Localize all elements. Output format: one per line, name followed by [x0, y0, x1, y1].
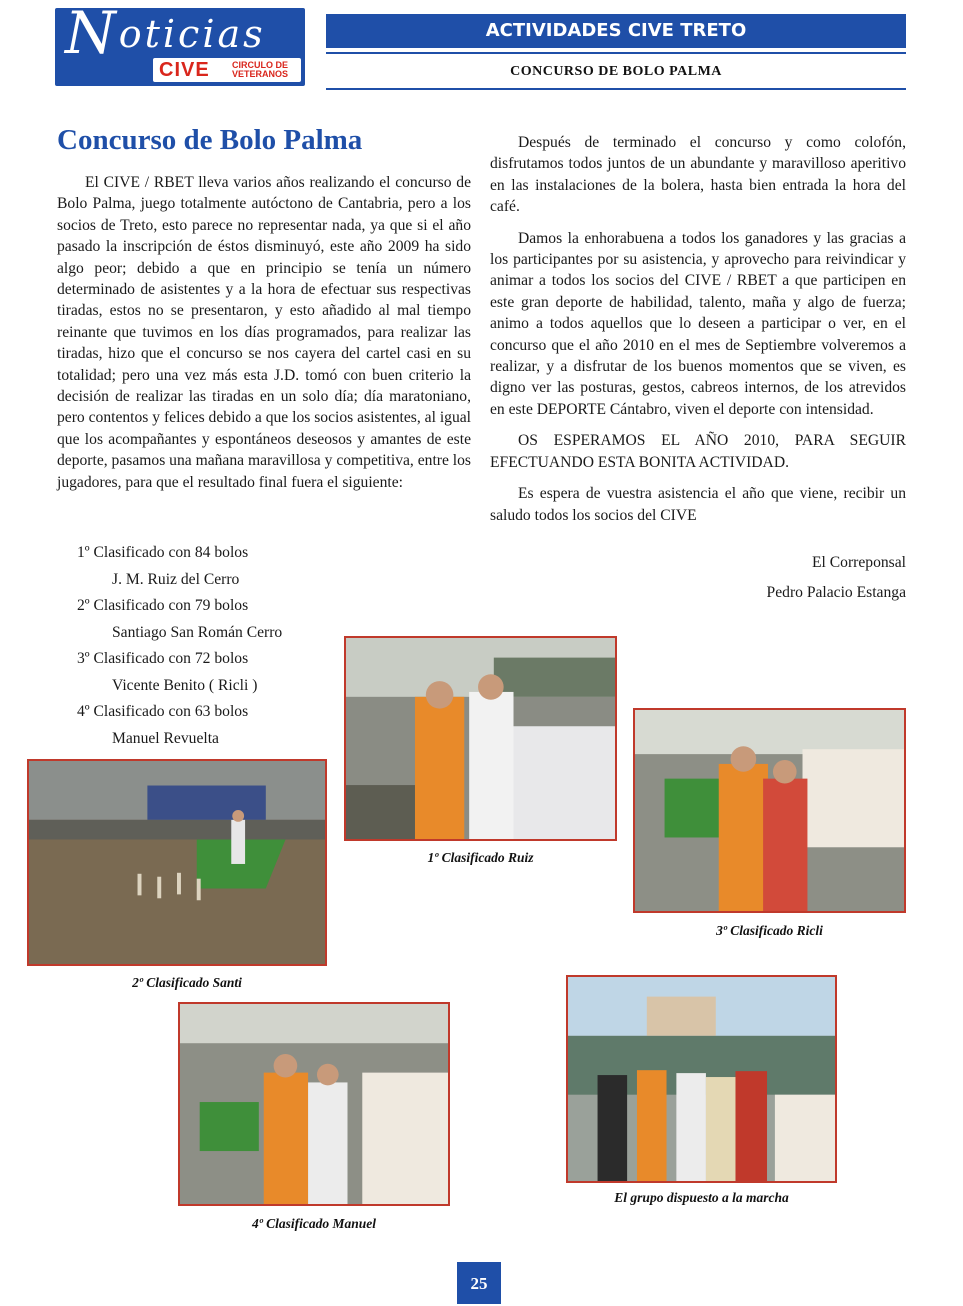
photo-caption: 4º Clasificado Manuel — [251, 1216, 377, 1231]
logo-band — [153, 58, 301, 82]
section-subheader: CONCURSO DE BOLO PALMA — [510, 64, 722, 79]
article-paragraph: OS ESPERAMOS EL AÑO 2010, PARA SEGUIR EFECTUANDO ESTA BONITA ACTIVIDAD. — [490, 432, 906, 471]
section-header: ACTIVIDADES CIVE TRETO — [326, 14, 906, 48]
result-name: Santiago San Román Cerro — [112, 623, 283, 641]
header-rule — [326, 52, 906, 54]
result-place: 2º Clasificado con 79 bolos — [77, 597, 249, 614]
result-name: Vicente Benito ( Ricli ) — [112, 676, 258, 694]
result-name: Manuel Revuelta — [112, 729, 219, 747]
page-number: 25 — [457, 1262, 501, 1304]
photo-image — [29, 761, 325, 964]
result-place: 1º Clasificado con 84 bolos — [77, 544, 249, 561]
result-place: 4º Clasificado con 63 bolos — [77, 703, 249, 720]
photo-group — [566, 975, 837, 1183]
article-right-column — [490, 132, 906, 536]
photo-image — [635, 710, 904, 911]
signature-role: El Correponsal — [812, 554, 906, 571]
photo-image — [346, 638, 615, 839]
header-rule — [326, 88, 906, 90]
noticias-cive-logo — [55, 0, 305, 86]
logo-brand: CIVE — [159, 59, 210, 81]
results-list — [57, 540, 357, 752]
article-paragraph: Es espera de vuestra asistencia el año que viene, recibir un saludo todos los socios del CIVE — [490, 485, 906, 524]
photo-caption: 1º Clasificado Ruiz — [427, 850, 534, 865]
photo-image — [568, 977, 835, 1181]
photo-caption: 2º Clasificado Santi — [132, 975, 242, 990]
article-title: Concurso de Bolo Palma — [57, 124, 363, 156]
article-left-column — [57, 172, 471, 493]
photo-fourth-manuel — [178, 1002, 450, 1206]
signature-name: Pedro Palacio Estanga — [766, 584, 906, 601]
result-name: J. M. Ruiz del Cerro — [112, 570, 240, 588]
article-paragraph: El CIVE / RBET lleva varios años realizando el concurso de Bolo Palma, juego totalmente autóctono de Cantabria, pero a los socios de Treto, esto parece no representar nada, ya que si el año pasado la inscripción de éstos disminuyó, este año 2009 ha sido algo peor; debido a que en principio se tenía un número determinado de asistentes y a la hora de efectuar sus respectivas tiradas, estos no se presentaron, y esto añadido al mal tiempo reinante que tuvimos en los días programados, para realizar las tiradas, hizo que el concurso se nos cayera del cartel casi en su totalidad; pero una vez más esta J.D. tomó con buen criterio la decisión de realizar las tiradas en un solo día; día maratoniano, pero contentos y felices debido a que los socios asistentes, al igual que los acompañantes y espontáneos deseosos y amantes de este deporte, pasamos una mañana maravillosa y competitiva, entre los jugadores, para que el resultado final fuera el siguiente: — [57, 174, 471, 491]
article-paragraph: Después de terminado el concurso y como colofón, disfrutamos todos juntos de un abundante y maravilloso aperitivo en las instalaciones de la bolera, hasta bien entrada la hora del café. — [490, 134, 906, 216]
article-paragraph: Damos la enhorabuena a todos los ganadores y las gracias a los participantes por su asistencia, y aprovecho para reivindicar y animar a todos los socios del CIVE / RBET a que participen en este gran deporte de habilidad, talento, maña y algo de fuerza; animo a todos aquellos que lo deseen a participar o ver, en el concurso que el año 2010 en el mes de Septiembre volveremos a realizar, y a disfrutar de los buenos momentos que se viven, es digno ver las posturas, gestos, cabreos internos, de los atrevidos en este DEPORTE Cántabro, viven el deporte con intensidad. — [490, 229, 906, 418]
photo-winner-ruiz — [344, 636, 617, 841]
photo-caption: El grupo dispuesto a la marcha — [614, 1190, 789, 1205]
photo-image — [180, 1004, 448, 1204]
logo-subtitle: CIRCULO DE VETERANOS — [231, 60, 288, 79]
photo-caption: 3º Clasificado Ricli — [716, 923, 823, 938]
result-place: 3º Clasificado con 72 bolos — [77, 650, 249, 667]
photo-third-ricli — [633, 708, 906, 913]
photo-second-santi — [27, 759, 327, 966]
logo-wordmark: Noticias — [65, 0, 266, 67]
